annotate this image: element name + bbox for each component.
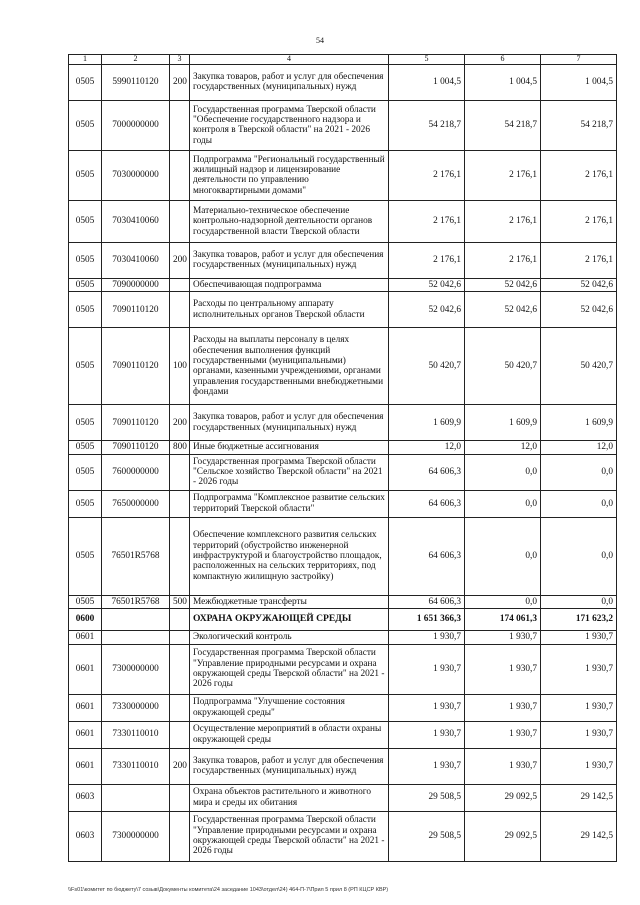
section-code-cell: 0505	[69, 490, 102, 517]
section-code-cell: 0505	[69, 292, 102, 328]
item-name-cell: Государственная программа Тверской области "Обеспечение государственного надзора и контроля в Тверской области" на 2021 - 2026 годы	[190, 100, 389, 150]
amount-year2-cell: 0,0	[465, 454, 541, 490]
target-article-cell: 7030000000	[102, 150, 170, 200]
amount-year1-cell: 64 606,3	[389, 595, 465, 608]
section-code-cell: 0505	[69, 100, 102, 150]
target-article-cell: 7300000000	[102, 811, 170, 861]
target-article-cell: 7300000000	[102, 644, 170, 694]
amount-year3-cell: 0,0	[541, 595, 617, 608]
target-article-cell: 7090110120	[102, 441, 170, 454]
item-name-cell: Обеспечивающая подпрограмма	[190, 278, 389, 291]
target-article-cell: 7030410060	[102, 242, 170, 278]
section-code-cell: 0505	[69, 242, 102, 278]
item-name-cell: Расходы на выплаты персоналу в целях обеспечения выполнения функций государственными (муниципальными) органами, казенными учреждениями, органами управления государственными внебюджетными фондами	[190, 328, 389, 405]
amount-year2-cell: 0,0	[465, 595, 541, 608]
target-article-cell: 7090110120	[102, 292, 170, 328]
expense-type-cell	[170, 631, 190, 644]
item-name-cell: Государственная программа Тверской области "Сельское хозяйство Тверской области" на 2021 - 2026 годы	[190, 454, 389, 490]
amount-year2-cell: 50 420,7	[465, 328, 541, 405]
expense-type-cell: 200	[170, 242, 190, 278]
table-row	[69, 454, 617, 490]
amount-year3-cell: 1 930,7	[541, 644, 617, 694]
item-name-cell: Закупка товаров, работ и услуг для обеспечения государственных (муниципальных) нужд	[190, 242, 389, 278]
amount-year2-cell: 29 092,5	[465, 811, 541, 861]
amount-year2-cell: 2 176,1	[465, 242, 541, 278]
expense-type-cell	[170, 150, 190, 200]
expense-type-cell	[170, 811, 190, 861]
item-name-cell: Государственная программа Тверской области "Управление природными ресурсами и охрана окружающей среды Тверской области" на 2021 - 2026 годы	[190, 811, 389, 861]
target-article-cell: 7650000000	[102, 490, 170, 517]
item-name-cell: Экологический контроль	[190, 631, 389, 644]
expense-type-cell	[170, 644, 190, 694]
table-row	[69, 631, 617, 644]
header-cell: 4	[190, 55, 389, 65]
target-article-cell: 76501R5768	[102, 517, 170, 595]
expense-type-cell	[170, 517, 190, 595]
expense-type-cell	[170, 609, 190, 631]
amount-year2-cell: 1 930,7	[465, 748, 541, 784]
amount-year2-cell: 12,0	[465, 441, 541, 454]
item-name-cell: Подпрограмма "Комплексное развитие сельских территорий Тверской области"	[190, 490, 389, 517]
target-article-cell	[102, 609, 170, 631]
expense-type-cell	[170, 694, 190, 721]
target-article-cell: 5990110120	[102, 64, 170, 100]
amount-year2-cell: 2 176,1	[465, 200, 541, 242]
target-article-cell: 7000000000	[102, 100, 170, 150]
amount-year2-cell: 0,0	[465, 490, 541, 517]
table-row	[69, 328, 617, 405]
amount-year1-cell: 64 606,3	[389, 454, 465, 490]
table-row	[69, 150, 617, 200]
table-row	[69, 441, 617, 454]
item-name-cell: Межбюджетные трансферты	[190, 595, 389, 608]
section-code-cell: 0505	[69, 454, 102, 490]
target-article-cell	[102, 784, 170, 811]
table-row	[69, 242, 617, 278]
header-cell: 2	[102, 55, 170, 65]
target-article-cell	[102, 631, 170, 644]
amount-year2-cell: 54 218,7	[465, 100, 541, 150]
amount-year3-cell: 0,0	[541, 490, 617, 517]
amount-year3-cell: 50 420,7	[541, 328, 617, 405]
item-name-cell: Материально-техническое обеспечение контрольно-надзорной деятельности органов государственной власти Тверской области	[190, 200, 389, 242]
target-article-cell: 7090110120	[102, 328, 170, 405]
expense-type-cell	[170, 721, 190, 748]
amount-year1-cell: 1 004,5	[389, 64, 465, 100]
amount-year3-cell: 1 930,7	[541, 694, 617, 721]
expense-type-cell	[170, 490, 190, 517]
section-code-cell: 0600	[69, 609, 102, 631]
amount-year3-cell: 1 004,5	[541, 64, 617, 100]
header-cell: 6	[465, 55, 541, 65]
amount-year2-cell: 1 930,7	[465, 721, 541, 748]
table-row	[69, 811, 617, 861]
amount-year2-cell: 2 176,1	[465, 150, 541, 200]
amount-year1-cell: 29 508,5	[389, 784, 465, 811]
amount-year3-cell: 52 042,6	[541, 292, 617, 328]
amount-year2-cell: 29 092,5	[465, 784, 541, 811]
expense-type-cell: 200	[170, 64, 190, 100]
amount-year1-cell: 29 508,5	[389, 811, 465, 861]
amount-year1-cell: 2 176,1	[389, 200, 465, 242]
item-name-cell: Осуществление мероприятий в области охраны окружающей среды	[190, 721, 389, 748]
section-code-cell: 0603	[69, 784, 102, 811]
amount-year1-cell: 1 930,7	[389, 748, 465, 784]
item-name-cell: Обеспечение комплексного развития сельских территорий (обустройство инженерной инфраструктурой и благоустройство площадок, расположенных на сельских территориях, под компактную жилищную застройку)	[190, 517, 389, 595]
amount-year2-cell: 52 042,6	[465, 292, 541, 328]
section-code-cell: 0505	[69, 595, 102, 608]
item-name-cell: Расходы по центральному аппарату исполнительных органов Тверской области	[190, 292, 389, 328]
item-name-cell: Государственная программа Тверской области "Управление природными ресурсами и охрана окружающей среды Тверской области" на 2021 - 2026 годы	[190, 644, 389, 694]
target-article-cell: 7330110010	[102, 748, 170, 784]
expense-type-cell: 800	[170, 441, 190, 454]
item-name-cell: ОХРАНА ОКРУЖАЮЩЕЙ СРЕДЫ	[190, 609, 389, 631]
target-article-cell: 7330110010	[102, 721, 170, 748]
table-row	[69, 595, 617, 608]
column-number-header-row	[69, 55, 617, 65]
section-code-cell: 0601	[69, 644, 102, 694]
amount-year1-cell: 64 606,3	[389, 517, 465, 595]
target-article-cell: 7090000000	[102, 278, 170, 291]
expense-type-cell: 200	[170, 405, 190, 441]
target-article-cell: 7330000000	[102, 694, 170, 721]
amount-year1-cell: 64 606,3	[389, 490, 465, 517]
table-row	[69, 278, 617, 291]
expense-type-cell: 200	[170, 748, 190, 784]
amount-year2-cell: 1 930,7	[465, 694, 541, 721]
header-cell: 3	[170, 55, 190, 65]
table-row	[69, 292, 617, 328]
expense-type-cell	[170, 784, 190, 811]
amount-year3-cell: 1 930,7	[541, 748, 617, 784]
amount-year1-cell: 1 930,7	[389, 694, 465, 721]
section-code-cell: 0505	[69, 328, 102, 405]
amount-year3-cell: 54 218,7	[541, 100, 617, 150]
target-article-cell: 7600000000	[102, 454, 170, 490]
section-code-cell: 0603	[69, 811, 102, 861]
item-name-cell: Закупка товаров, работ и услуг для обеспечения государственных (муниципальных) нужд	[190, 405, 389, 441]
amount-year3-cell: 171 623,2	[541, 609, 617, 631]
amount-year2-cell: 1 609,9	[465, 405, 541, 441]
expense-type-cell	[170, 454, 190, 490]
table-row	[69, 490, 617, 517]
amount-year1-cell: 1 930,7	[389, 721, 465, 748]
target-article-cell: 7030410060	[102, 200, 170, 242]
table-row	[69, 405, 617, 441]
amount-year2-cell: 1 930,7	[465, 631, 541, 644]
expense-type-cell	[170, 278, 190, 291]
amount-year1-cell: 52 042,6	[389, 292, 465, 328]
amount-year2-cell: 1 004,5	[465, 64, 541, 100]
amount-year3-cell: 2 176,1	[541, 200, 617, 242]
section-code-cell: 0601	[69, 631, 102, 644]
section-code-cell: 0601	[69, 748, 102, 784]
amount-year1-cell: 50 420,7	[389, 328, 465, 405]
header-cell: 5	[389, 55, 465, 65]
section-code-cell: 0505	[69, 150, 102, 200]
amount-year1-cell: 54 218,7	[389, 100, 465, 150]
header-cell: 7	[541, 55, 617, 65]
amount-year1-cell: 2 176,1	[389, 242, 465, 278]
amount-year3-cell: 1 930,7	[541, 631, 617, 644]
amount-year1-cell: 52 042,6	[389, 278, 465, 291]
section-code-cell: 0601	[69, 721, 102, 748]
table-row	[69, 517, 617, 595]
amount-year1-cell: 1 930,7	[389, 644, 465, 694]
amount-year2-cell: 174 061,3	[465, 609, 541, 631]
section-code-cell: 0505	[69, 278, 102, 291]
amount-year1-cell: 2 176,1	[389, 150, 465, 200]
expense-type-cell	[170, 292, 190, 328]
table-row	[69, 100, 617, 150]
page-number: 54	[316, 36, 324, 45]
section-code-cell: 0505	[69, 64, 102, 100]
amount-year1-cell: 1 651 366,3	[389, 609, 465, 631]
amount-year3-cell: 29 142,5	[541, 784, 617, 811]
table-row	[69, 784, 617, 811]
section-code-cell: 0505	[69, 405, 102, 441]
amount-year1-cell: 12,0	[389, 441, 465, 454]
amount-year3-cell: 12,0	[541, 441, 617, 454]
amount-year3-cell: 29 142,5	[541, 811, 617, 861]
amount-year2-cell: 1 930,7	[465, 644, 541, 694]
table-row	[69, 721, 617, 748]
table-row	[69, 694, 617, 721]
header-cell: 1	[69, 55, 102, 65]
table-row	[69, 748, 617, 784]
amount-year2-cell: 0,0	[465, 517, 541, 595]
item-name-cell: Иные бюджетные ассигнования	[190, 441, 389, 454]
amount-year1-cell: 1 609,9	[389, 405, 465, 441]
amount-year3-cell: 1 609,9	[541, 405, 617, 441]
item-name-cell: Закупка товаров, работ и услуг для обеспечения государственных (муниципальных) нужд	[190, 748, 389, 784]
amount-year1-cell: 1 930,7	[389, 631, 465, 644]
expense-type-cell: 100	[170, 328, 190, 405]
section-code-cell: 0505	[69, 441, 102, 454]
item-name-cell: Подпрограмма "Региональный государственный жилищный надзор и лицензирование деятельности по управлению многоквартирными домами"	[190, 150, 389, 200]
target-article-cell: 7090110120	[102, 405, 170, 441]
amount-year3-cell: 52 042,6	[541, 278, 617, 291]
table-row	[69, 644, 617, 694]
amount-year3-cell: 2 176,1	[541, 242, 617, 278]
table-row	[69, 64, 617, 100]
table-row	[69, 200, 617, 242]
amount-year3-cell: 0,0	[541, 517, 617, 595]
amount-year3-cell: 2 176,1	[541, 150, 617, 200]
section-code-cell: 0601	[69, 694, 102, 721]
budget-table	[68, 54, 617, 862]
section-code-cell: 0505	[69, 200, 102, 242]
expense-type-cell	[170, 200, 190, 242]
amount-year2-cell: 52 042,6	[465, 278, 541, 291]
amount-year3-cell: 0,0	[541, 454, 617, 490]
expense-type-cell: 500	[170, 595, 190, 608]
item-name-cell: Охрана объектов растительного и животного мира и среды их обитания	[190, 784, 389, 811]
document-file-path: \\Fs01\комитет по бюджету\7 созыв\Документы комитета\24 заседание 1043\отдел\24) 464-П-7\Прил 5 прил 8 (РП КЦСР КВР)	[68, 887, 389, 893]
table-row	[69, 609, 617, 631]
item-name-cell: Подпрограмма "Улучшение состояния окружающей среды"	[190, 694, 389, 721]
expense-type-cell	[170, 100, 190, 150]
target-article-cell: 76501R5768	[102, 595, 170, 608]
item-name-cell: Закупка товаров, работ и услуг для обеспечения государственных (муниципальных) нужд	[190, 64, 389, 100]
section-code-cell: 0505	[69, 517, 102, 595]
amount-year3-cell: 1 930,7	[541, 721, 617, 748]
